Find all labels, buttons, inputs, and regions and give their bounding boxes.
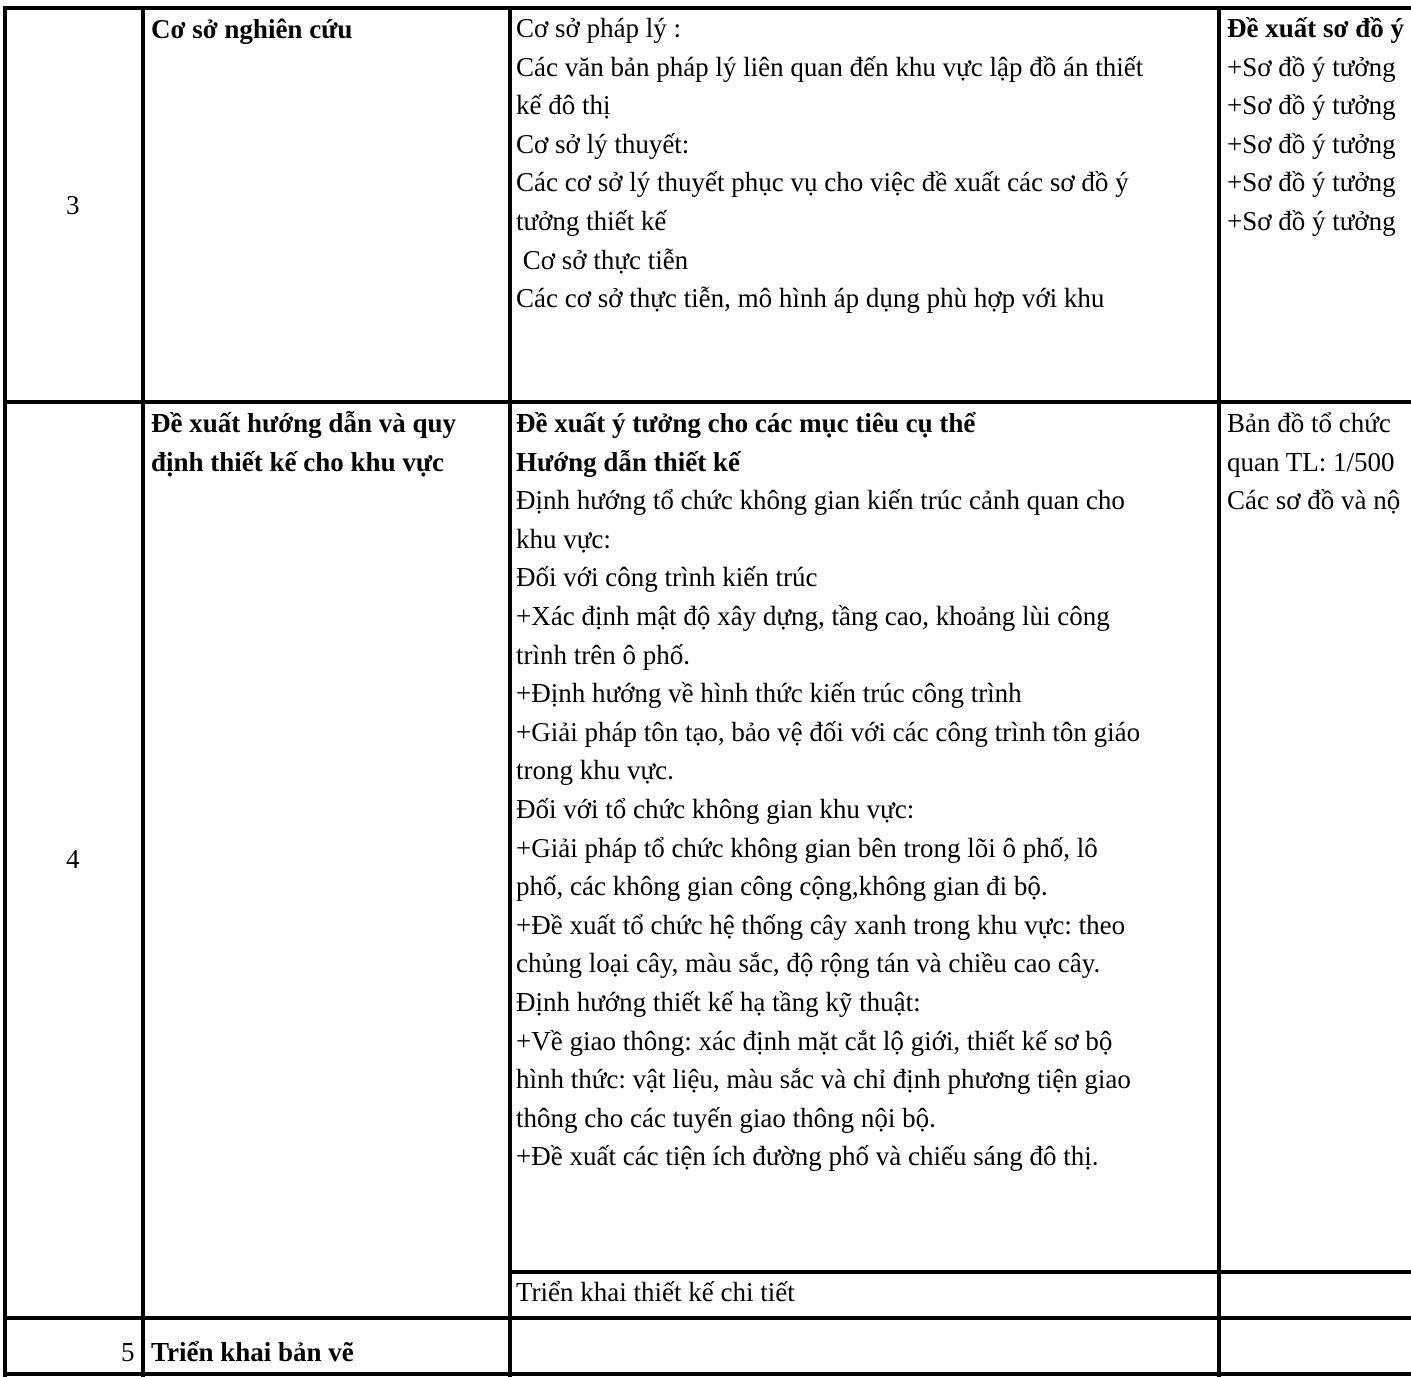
- content-line: kế đô thị: [516, 90, 611, 121]
- content-line: +Đề xuất các tiện ích đường phố và chiếu sáng đô thị.: [516, 1141, 1099, 1172]
- content-line: phố, các không gian công cộng,không gian đi bộ.: [516, 871, 1048, 902]
- content-line: +Về giao thông: xác định mặt cắt lộ giới, thiết kế sơ bộ: [516, 1025, 1113, 1056]
- row-number: 4: [66, 844, 80, 874]
- col-divider-3: [1217, 6, 1221, 1377]
- output-line: +Sơ đồ ý tưởng: [1227, 206, 1396, 236]
- output-line: Bản đồ tổ chức: [1227, 408, 1391, 438]
- content-line: Đề xuất ý tưởng cho các mục tiêu cụ thể: [516, 408, 976, 438]
- content-line: chủng loại cây, màu sắc, độ rộng tán và chiều cao cây.: [516, 948, 1101, 979]
- sub-content-line: Triển khai thiết kế chi tiết: [516, 1277, 795, 1307]
- content-line: Cơ sở lý thuyết:: [516, 128, 690, 159]
- output-line: quan TL: 1/500: [1227, 446, 1395, 477]
- content-line: +Xác định mật độ xây dựng, tầng cao, khoảng lùi công: [516, 601, 1110, 631]
- row-number: 3: [66, 190, 80, 220]
- table-border-left: [3, 6, 7, 1377]
- content-line: +Đề xuất tổ chức hệ thống cây xanh trong khu vực: theo: [516, 909, 1126, 940]
- col-divider-1: [141, 6, 145, 1377]
- task-name-line: Đề xuất hướng dẫn và quy: [151, 408, 456, 438]
- output-line: Đề xuất sơ đồ ý: [1227, 13, 1404, 43]
- content-line: Các cơ sở thực tiễn, mô hình áp dụng phù hợp với khu: [516, 283, 1105, 314]
- row-number: 5: [121, 1337, 135, 1367]
- content-line: Các văn bản pháp lý liên quan đến khu vực lập đồ án thiết: [516, 51, 1144, 82]
- content-line: Đối với công trình kiến trúc: [516, 562, 818, 593]
- output-line: +Sơ đồ ý tưởng: [1227, 51, 1396, 82]
- output-cell: [1227, 404, 1411, 1264]
- task-name-line: định thiết kế cho khu vực: [151, 446, 445, 477]
- task-name: Triển khai bản vẽ: [151, 1337, 354, 1367]
- content-line: khu vực:: [516, 523, 611, 554]
- output-line: Các sơ đồ và nộ: [1227, 485, 1401, 516]
- content-line: hình thức: vật liệu, màu sắc và chỉ định phương tiện giao: [516, 1064, 1131, 1095]
- output-cell: [1227, 9, 1411, 399]
- content-line: trình trên ô phố.: [516, 639, 690, 670]
- content-line: +Định hướng về hình thức kiến trúc công trình: [516, 678, 1022, 709]
- content-line: Hướng dẫn thiết kế: [516, 446, 740, 477]
- row-divider-4-5: [3, 1316, 1411, 1320]
- col-divider-2: [508, 6, 512, 1377]
- content-line: trong khu vực.: [516, 755, 674, 786]
- content-line: Cơ sở pháp lý :: [516, 13, 682, 43]
- content-line: +Giải pháp tổ chức không gian bên trong lõi ô phố, lô: [516, 832, 1098, 863]
- content-line: +Giải pháp tôn tạo, bảo vệ đối với các công trình tôn giáo: [516, 716, 1141, 747]
- task-name: Cơ sở nghiên cứu: [151, 14, 353, 44]
- output-line: +Sơ đồ ý tưởng: [1227, 90, 1396, 121]
- content-line: Đối với tổ chức không gian khu vực:: [516, 794, 915, 824]
- content-line: thông cho các tuyến giao thông nội bộ.: [516, 1102, 936, 1133]
- content-line: tưởng thiết kế: [516, 206, 667, 236]
- content-line: Cơ sở thực tiễn: [516, 244, 689, 275]
- content-line: Định hướng tổ chức không gian kiến trúc cảnh quan cho: [516, 485, 1125, 516]
- content-line: Định hướng thiết kế hạ tầng kỹ thuật:: [516, 987, 921, 1017]
- output-line: +Sơ đồ ý tưởng: [1227, 167, 1396, 198]
- table-border-bottom: [3, 1372, 1411, 1376]
- output-line: +Sơ đồ ý tưởng: [1227, 128, 1396, 159]
- content-line: Các cơ sở lý thuyết phục vụ cho việc đề xuất các sơ đồ ý: [516, 167, 1129, 198]
